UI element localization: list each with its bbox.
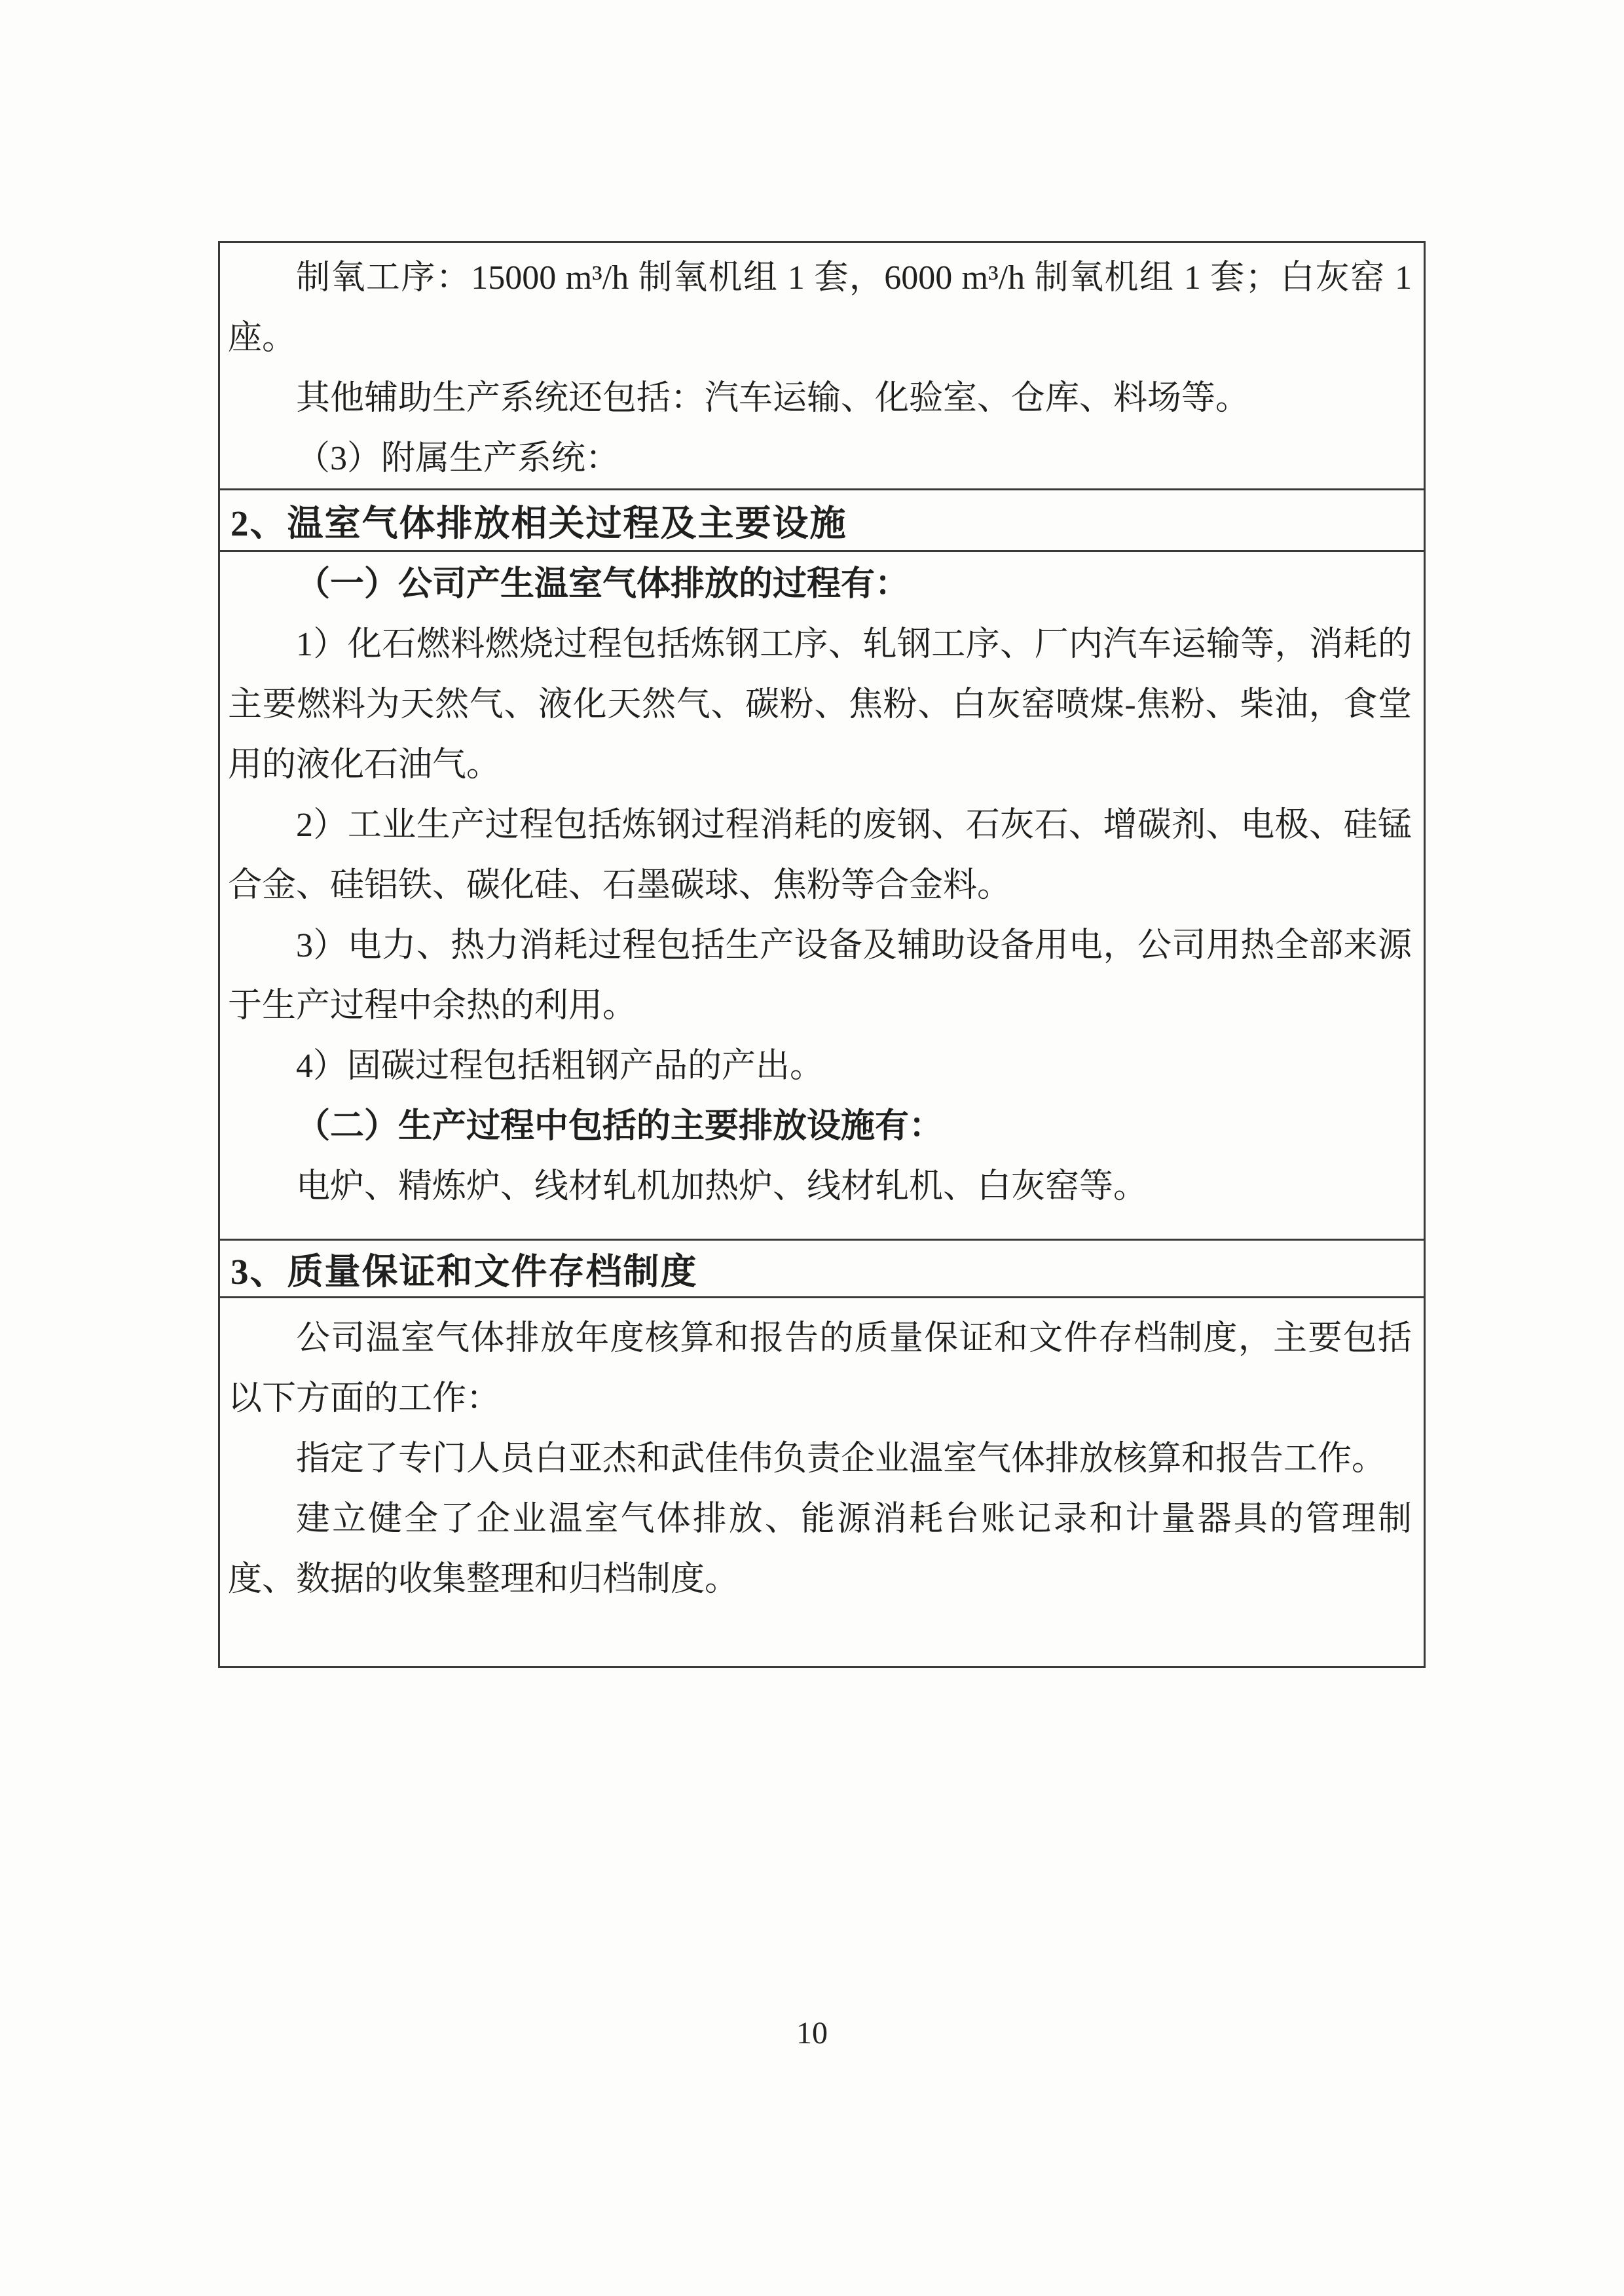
section-1-continuation <box>220 243 1424 488</box>
paragraph: 4）固碳过程包括粗钢产品的产出。 <box>296 1048 824 1085</box>
paragraph: 2）工业生产过程包括炼钢过程消耗的废钢、石灰石、增碳剂、电极、硅锰合金、硅铝铁、碳化硅、石墨碳球、焦粉等合金料。 <box>228 807 1412 904</box>
section-2-body <box>220 550 1424 1239</box>
paragraph: 建立健全了企业温室气体排放、能源消耗台账记录和计量器具的管理制度、数据的收集整理和归档制度。 <box>228 1501 1412 1598</box>
paragraph: 电炉、精炼炉、线材轧机加热炉、线材轧机、白灰窑等。 <box>296 1168 1148 1205</box>
section-3-body <box>220 1296 1424 1666</box>
paragraph: 3）电力、热力消耗过程包括生产设备及辅助设备用电，公司用热全部来源于生产过程中余热的利用。 <box>228 927 1412 1025</box>
paragraph: 制氧工序：15000 m³/h 制氧机组 1 套，6000 m³/h 制氧机组 1 套；白灰窑 1 座。 <box>228 259 1412 357</box>
paragraph: 1）化石燃料燃烧过程包括炼钢工序、轧钢工序、厂内汽车运输等，消耗的主要燃料为天然气、液化天然气、碳粉、焦粉、白灰窑喷煤-焦粉、柴油，食堂用的液化石油气。 <box>228 626 1412 784</box>
page-number: 10 <box>796 2016 828 2050</box>
paragraph: （一）公司产生温室气体排放的过程有： <box>296 566 910 603</box>
paragraph: 指定了专门人员白亚杰和武佳伟负责企业温室气体排放核算和报告工作。 <box>296 1440 1386 1478</box>
paragraph: （二）生产过程中包括的主要排放设施有： <box>296 1108 944 1145</box>
report-table <box>218 241 1426 1668</box>
paragraph: 其他辅助生产系统还包括：汽车运输、化验室、仓库、料场等。 <box>296 380 1250 417</box>
section-2-title: 2、温室气体排放相关过程及主要设施 <box>231 503 847 543</box>
paragraph: （3）附属生产系统： <box>296 440 620 477</box>
paragraph: 公司温室气体排放年度核算和报告的质量保证和文件存档制度，主要包括以下方面的工作： <box>228 1320 1412 1417</box>
section-3-header-row <box>220 1239 1424 1296</box>
section-3-title: 3、质量保证和文件存档制度 <box>231 1252 698 1292</box>
section-2-header-row <box>220 488 1424 550</box>
